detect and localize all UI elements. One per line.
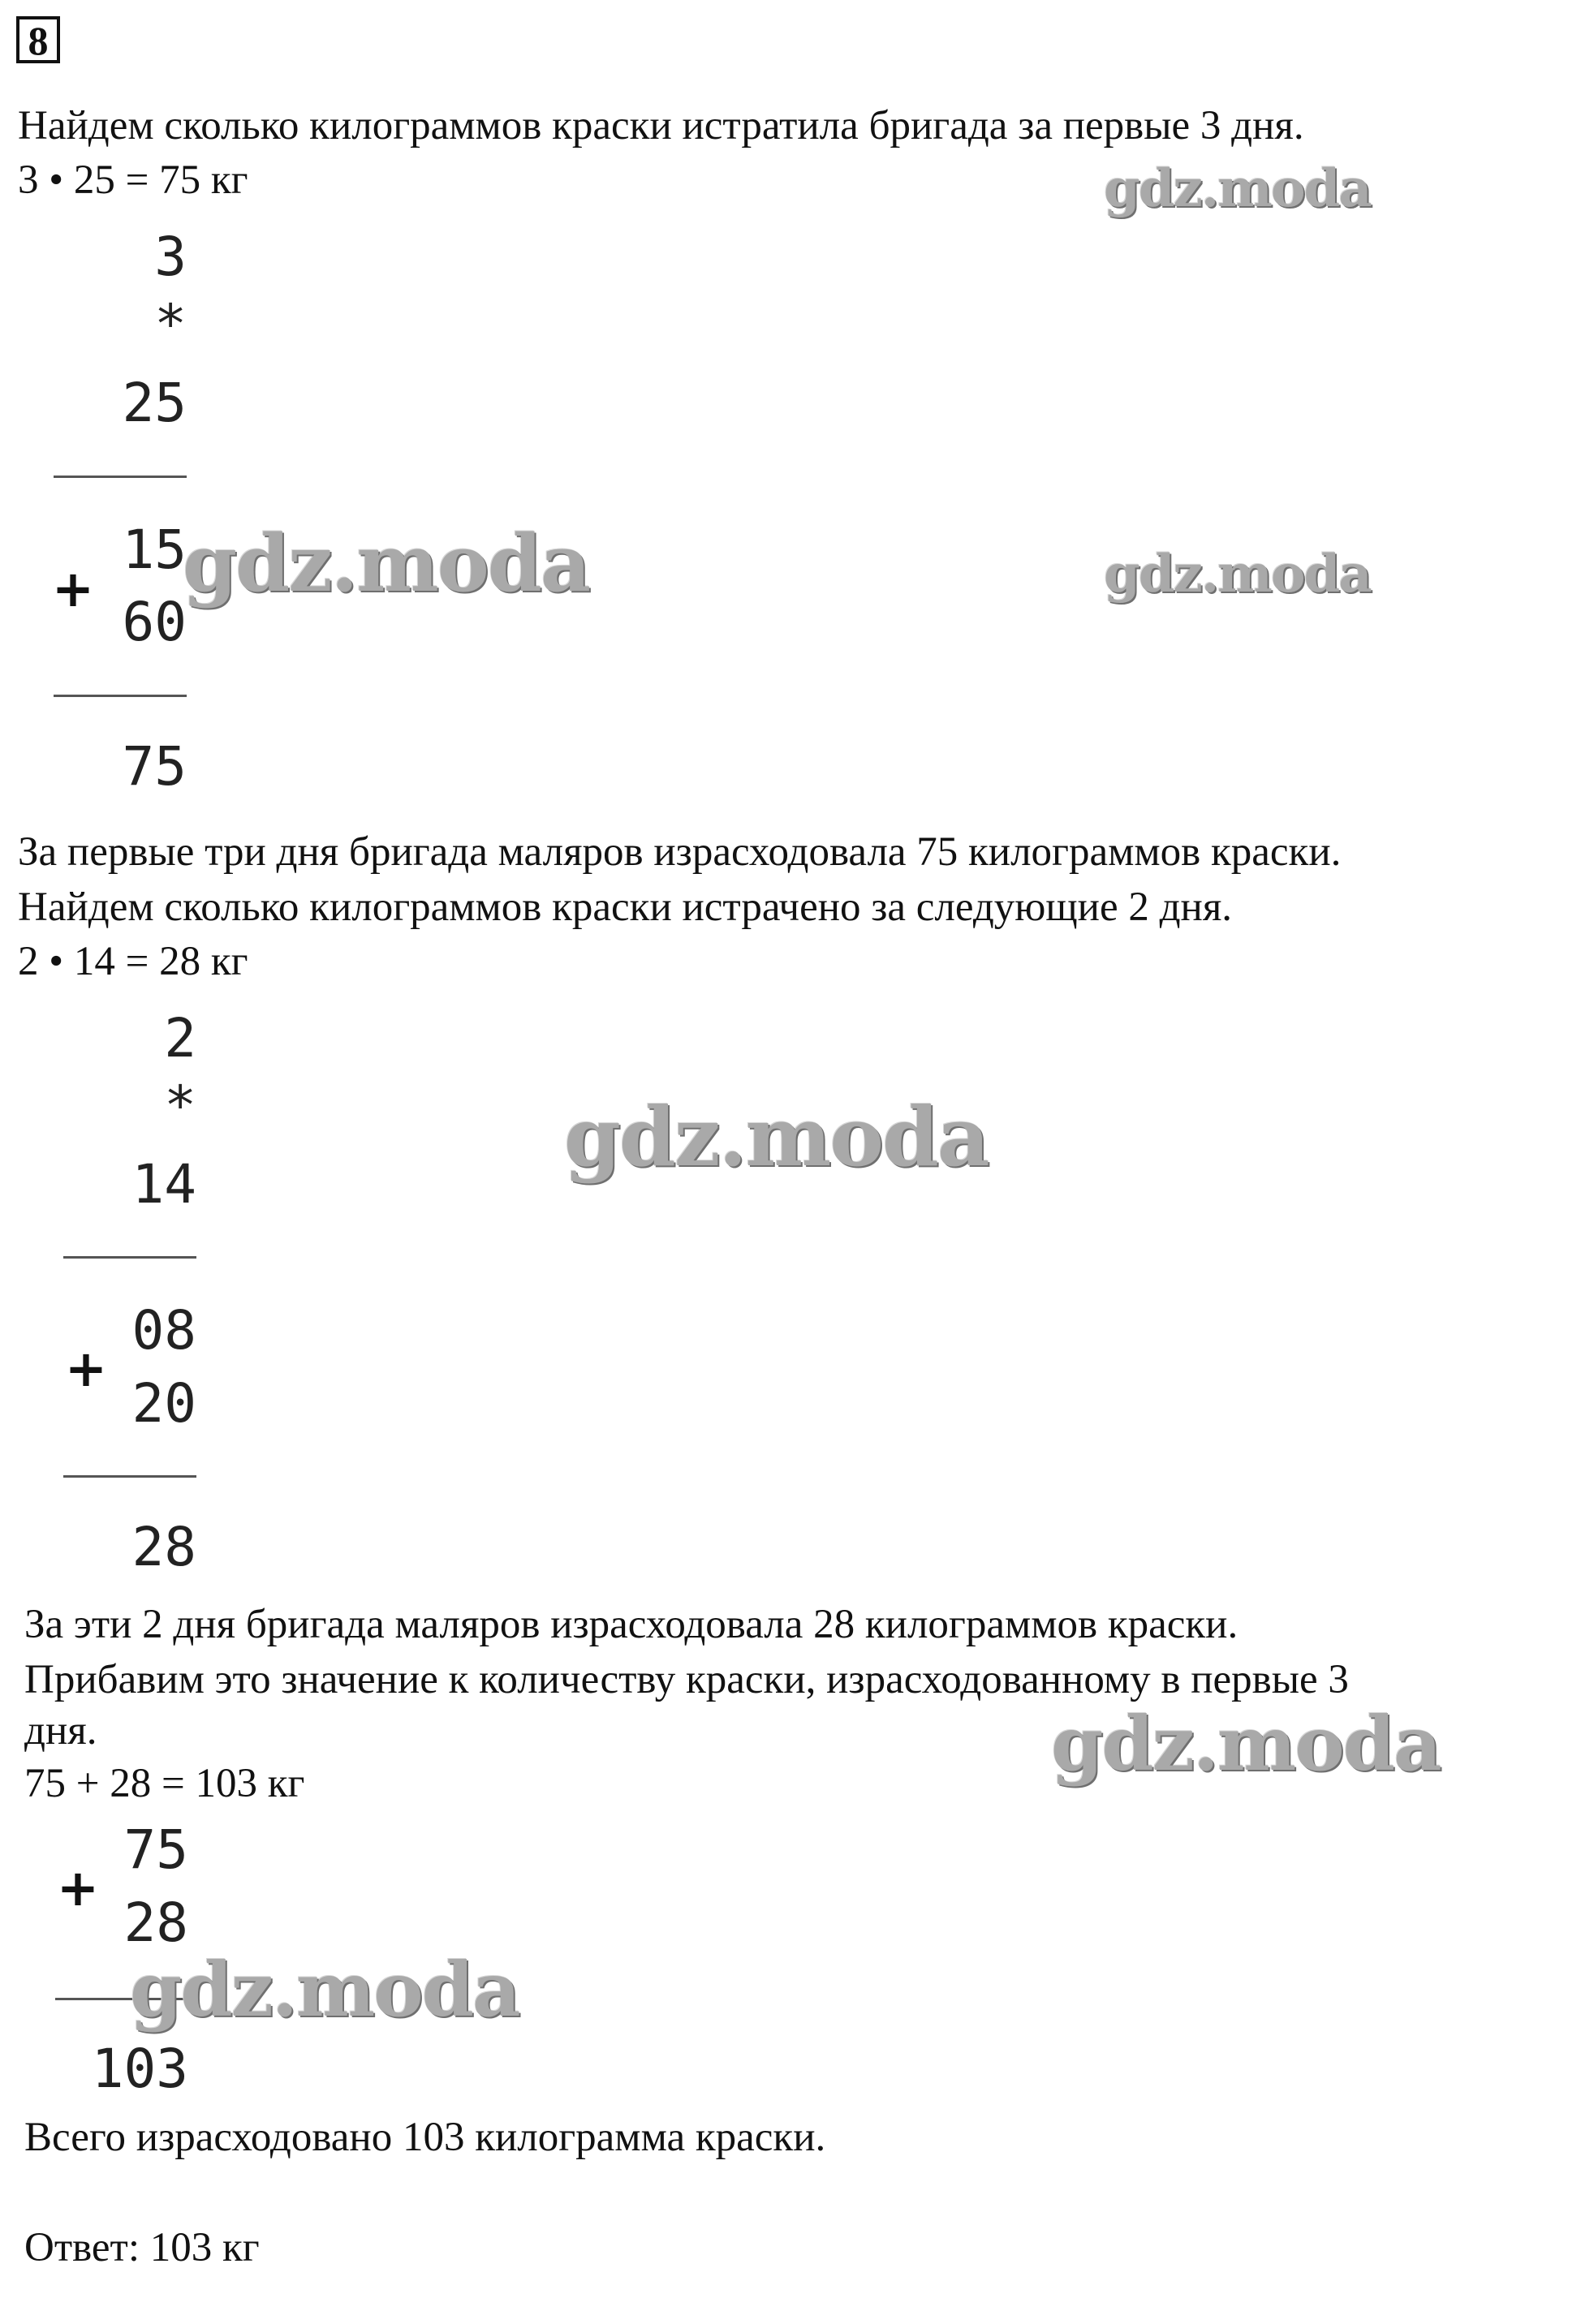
s1-rule-2 bbox=[54, 695, 187, 697]
watermark-6: gdz.moda bbox=[130, 1946, 519, 2034]
task-number-badge: 8 bbox=[16, 16, 60, 63]
section3-conclusion: Всего израсходовано 103 килограмма краски. bbox=[24, 2115, 826, 2160]
s2-col-partial2: 20 bbox=[131, 1372, 196, 1435]
watermark-5: gdz.moda bbox=[1051, 1700, 1441, 1788]
s1-col-second: 25 bbox=[122, 372, 187, 434]
s2-col-plus: + bbox=[65, 1339, 107, 1398]
s3-col-second: 28 bbox=[123, 1891, 188, 1954]
watermark-3: gdz.moda bbox=[1104, 544, 1371, 605]
section2-equation: 2 • 14 = 28 кг bbox=[18, 939, 248, 984]
section2-next-line1: Прибавим это значение к количеству краски, израсходованному в первые 3 bbox=[24, 1657, 1349, 1702]
s3-col-plus: + bbox=[57, 1858, 99, 1917]
watermark-2: gdz.moda bbox=[183, 518, 590, 609]
s2-rule-2 bbox=[63, 1475, 196, 1478]
section2-intro: Найдем сколько килограммов краски истрачено за следующие 2 дня. bbox=[18, 884, 1233, 930]
watermark-4: gdz.moda bbox=[564, 1089, 989, 1185]
s1-col-plus: + bbox=[52, 559, 94, 618]
s1-col-result: 75 bbox=[122, 735, 187, 798]
s1-col-partial1: 15 bbox=[122, 519, 187, 581]
s2-rule-1 bbox=[63, 1256, 196, 1259]
section1-intro: Найдем сколько килограммов краски истратила бригада за первые 3 дня. bbox=[18, 103, 1304, 148]
answer: Ответ: 103 кг bbox=[24, 2225, 260, 2270]
section1-equation: 3 • 25 = 75 кг bbox=[18, 157, 248, 203]
s3-col-result: 103 bbox=[91, 2038, 188, 2100]
s3-col-top: 75 bbox=[123, 1818, 188, 1881]
s1-col-partial2: 60 bbox=[122, 591, 187, 653]
s1-rule-1 bbox=[54, 476, 187, 478]
s2-col-partial1: 08 bbox=[131, 1299, 196, 1362]
watermark-1: gdz.moda bbox=[1104, 158, 1371, 219]
section2-next-line2: дня. bbox=[24, 1708, 97, 1754]
s2-col-top: 2 bbox=[164, 1007, 196, 1069]
section3-equation: 75 + 28 = 103 кг bbox=[24, 1761, 305, 1806]
section1-conclusion: За первые три дня бригада маляров израсходовала 75 килограммов краски. bbox=[18, 829, 1342, 875]
s2-col-result: 28 bbox=[131, 1516, 196, 1578]
s1-col-top: 3 bbox=[154, 226, 187, 288]
s2-col-second: 14 bbox=[131, 1153, 196, 1216]
s2-col-op: * bbox=[164, 1074, 196, 1137]
section2-conclusion: За эти 2 дня бригада маляров израсходовала 28 килограммов краски. bbox=[24, 1602, 1239, 1647]
s1-col-op: * bbox=[154, 293, 187, 355]
